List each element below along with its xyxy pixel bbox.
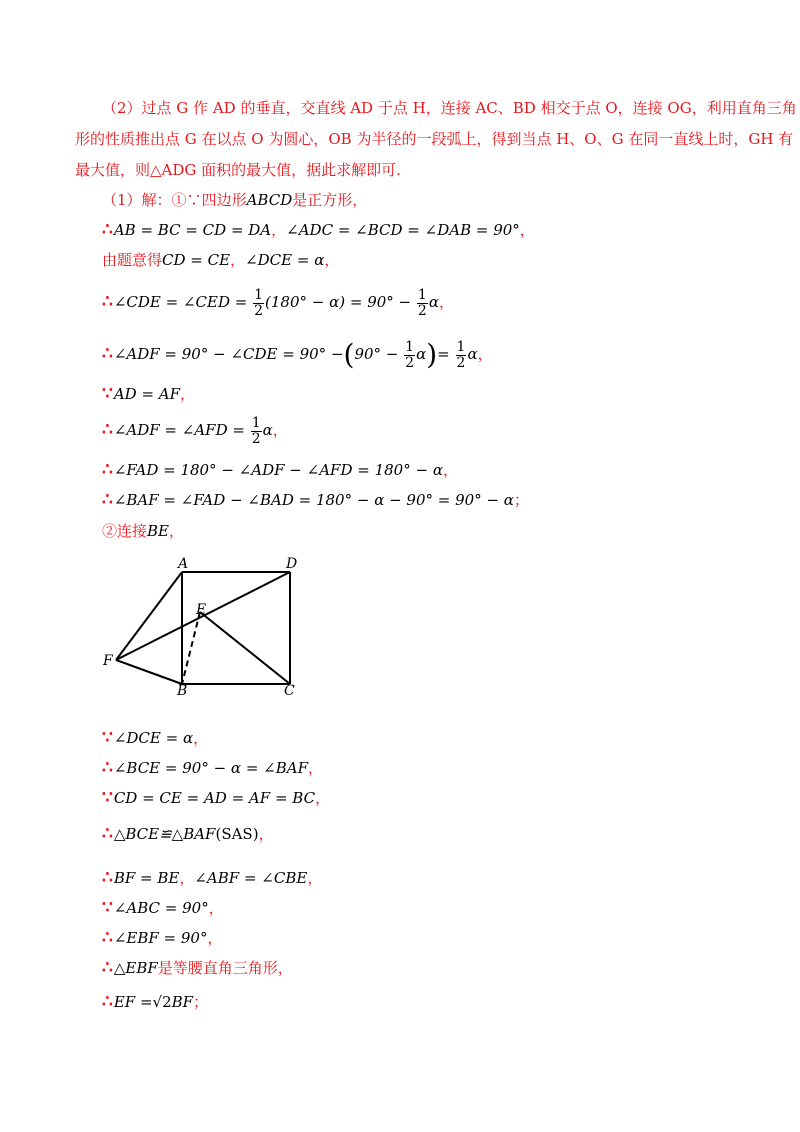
segment-FB	[116, 660, 182, 684]
segment-EC	[200, 612, 290, 684]
proof-line-2: ∴ ∠BCE = 90° − α = ∠BAF，	[102, 758, 324, 778]
fraction: $\frac{1}{2}$	[417, 286, 427, 319]
fraction: $\frac{1}{2}$	[456, 338, 466, 371]
proof-line-9: ∴ EF =√2BF；	[102, 992, 209, 1012]
solution-line-4: ∴ ∠CDE = ∠CED = $\frac{1}{2}$ (180° − α) = 90° − $\frac{1}{2}$ α，	[102, 286, 454, 319]
proof-line-4: ∴ △BCE≌△BAF(SAS)，	[102, 824, 274, 844]
part2-line-1: （2）过点 G 作 AD 的垂直，交直线 AD 于点 H，连接 AC、BD 相交于点 O，连接 OG，利用直角三角	[102, 99, 797, 117]
proof-line-8: ∴ △EBF是等腰直角三角形，	[102, 958, 293, 978]
fraction: $\frac{1}{2}$	[254, 286, 264, 319]
geometry-figure	[100, 552, 310, 700]
label-F: F	[103, 653, 113, 669]
part2-line-2: 形的性质推出点 G 在以点 O 为圆心，OB 为半径的一段弧上，得到当点 H、O、G 在同一直线上时，GH 有	[75, 130, 794, 148]
label-C: C	[284, 683, 295, 699]
segment-AF	[116, 572, 182, 660]
solution-line-1: （1）解：①∵四边形ABCD是正方形，	[102, 191, 368, 209]
proof-line-1: ∵ ∠DCE = α，	[102, 728, 209, 748]
solution-line-7: ∴ ∠ADF = ∠AFD = $\frac{1}{2}$ α，	[102, 414, 288, 447]
fraction: $\frac{1}{2}$	[251, 414, 261, 447]
proof-line-7: ∴ ∠EBF = 90°，	[102, 928, 223, 948]
proof-line-6: ∵ ∠ABC = 90°，	[102, 898, 224, 918]
solution-line-3: 由题意得CD = CE，∠DCE = α，	[102, 251, 340, 269]
proof-line-3: ∵ CD = CE = AD = AF = BC，	[102, 788, 331, 808]
solution-line-6: ∵ AD = AF，	[102, 384, 196, 404]
solution-line-10: ②连接BE，	[102, 522, 185, 540]
label-E: E	[196, 602, 207, 618]
fraction: $\frac{1}{2}$	[405, 338, 415, 371]
solution-line-5: ∴ ∠ADF = 90° − ∠CDE = 90° −(90° − $\frac{1}{2}$ α)= $\frac{1}{2}$ α，	[102, 338, 493, 371]
label-B: B	[177, 683, 188, 699]
part2-line-3: 最大值，则△ADG 面积的最大值，据此求解即可.	[75, 161, 401, 179]
therefore-symbol: ∴	[102, 220, 112, 240]
label-D: D	[286, 556, 298, 572]
label-A: A	[178, 556, 189, 572]
solution-line-2: ∴ AB = BC = CD = DA，∠ADC = ∠BCD = ∠DAB = 90°，	[102, 220, 535, 240]
solution-line-9: ∴ ∠BAF = ∠FAD − ∠BAD = 180° − α − 90° = 90° − α；	[102, 490, 529, 510]
because-symbol: ∵	[102, 384, 112, 404]
solution-line-8: ∴ ∠FAD = 180° − ∠ADF − ∠AFD = 180° − α，	[102, 460, 458, 480]
proof-line-5: ∴ BF = BE，∠ABF = ∠CBE，	[102, 868, 323, 888]
